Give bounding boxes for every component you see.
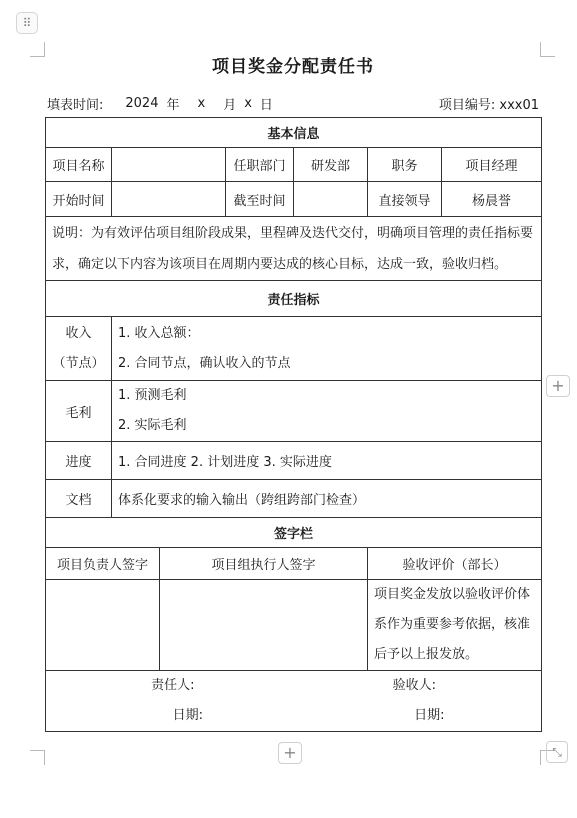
dept-value[interactable]: 研发部: [294, 148, 368, 182]
resize-icon[interactable]: ⤡: [546, 741, 568, 763]
project-lead-signature-field[interactable]: [46, 580, 160, 671]
indicator-line: 1. 预测毛利: [118, 388, 187, 403]
indicator-content-document[interactable]: 体系化要求的输入输出（跨组跨部门检查）: [112, 480, 542, 518]
leader-label: 直接领导: [368, 182, 442, 217]
indicator-label-line1: 收入: [65, 325, 92, 341]
sign-col-executor: 项目组执行人签字: [160, 548, 368, 580]
fill-month-unit: 月: [223, 97, 237, 113]
position-value[interactable]: 项目经理: [442, 148, 542, 182]
fill-date: [47, 94, 281, 113]
indicator-label: 进度: [46, 442, 112, 480]
responsible-person-label: 责任人:: [151, 678, 195, 693]
evaluation-note[interactable]: 项目奖金发放以验收评价体系作为重要参考依据，核准后予以上报发放。: [368, 580, 542, 671]
start-time-label: 开始时间: [46, 182, 112, 217]
project-name-field[interactable]: [112, 148, 226, 182]
crop-mark-top-right: [540, 42, 555, 57]
meta-row: [47, 92, 539, 114]
position-label: 职务: [368, 148, 442, 182]
dept-label: 任职部门: [226, 148, 294, 182]
sign-col-evaluation: 验收评价（部长）: [368, 548, 542, 580]
crop-mark-bottom-left: [30, 750, 45, 765]
indicator-label: [46, 317, 112, 381]
project-name-label: 项目名称: [46, 148, 112, 182]
indicator-content-progress[interactable]: 1. 合同进度 2. 计划进度 3. 实际进度: [112, 442, 542, 480]
indicator-content-income[interactable]: [112, 317, 542, 381]
signature-footer: [46, 671, 542, 732]
indicator-label: 毛利: [46, 381, 112, 442]
end-time-label: 截至时间: [226, 182, 294, 217]
end-time-field[interactable]: [294, 182, 368, 217]
description-note: 说明：为有效评估项目组阶段成果，里程碑及迭代交付，明确项目管理的责任指标要求，确定以下内容为该项目在周期内要达成的核心目标，达成一致，验收归档。: [46, 217, 542, 281]
crop-mark-top-left: [30, 42, 45, 57]
responsibility-table: [45, 117, 542, 732]
add-column-plus-icon[interactable]: +: [546, 375, 570, 397]
indicator-line: 1. 收入总额：: [118, 325, 200, 341]
fill-date-label: 填表时间:: [47, 97, 104, 113]
indicator-line: 2. 实际毛利: [118, 418, 187, 433]
indicator-line: 2. 合同节点，确认收入的节点: [118, 355, 291, 371]
project-number: 项目编号: xxx01: [438, 97, 539, 113]
signature-header: 签字栏: [46, 518, 542, 548]
fill-year-unit: 年: [166, 97, 180, 113]
date-label-1: 日期:: [172, 708, 203, 723]
fill-day: x: [244, 95, 252, 111]
start-time-field[interactable]: [112, 182, 226, 217]
executor-signature-field[interactable]: [160, 580, 368, 671]
fill-day-unit: 日: [259, 97, 273, 113]
date-label-2: 日期:: [414, 708, 445, 723]
indicator-content-profit[interactable]: [112, 381, 542, 442]
document-title: 项目奖金分配责任书: [212, 57, 374, 77]
fill-month: x: [197, 95, 206, 111]
indicator-label: 文档: [46, 480, 112, 518]
indicator-label-line2: （节点）: [52, 355, 105, 371]
drag-handle-icon[interactable]: ⠿: [16, 12, 38, 34]
fill-year: 2024: [125, 95, 159, 111]
leader-value[interactable]: 杨晨誉: [442, 182, 542, 217]
add-row-plus-icon[interactable]: +: [278, 742, 302, 764]
sign-col-project-lead: 项目负责人签字: [46, 548, 160, 580]
responsibility-header: 责任指标: [46, 281, 542, 317]
basic-info-header: 基本信息: [46, 118, 542, 148]
acceptor-label: 验收人:: [392, 678, 436, 693]
